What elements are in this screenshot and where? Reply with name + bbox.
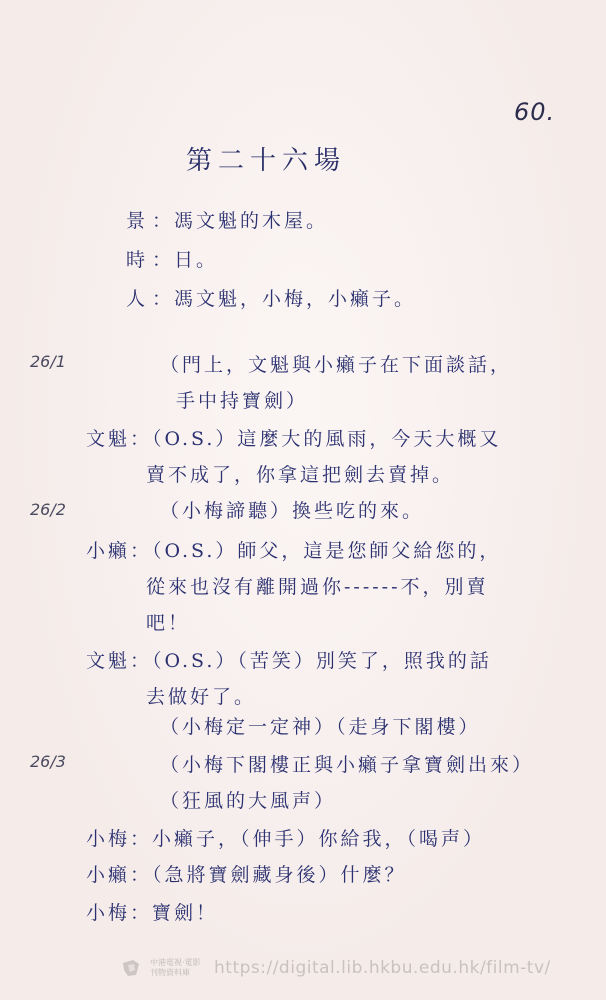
scene-title: 第二十六場 — [186, 146, 347, 176]
setting-scene-value: ：馮文魁的木屋。 — [152, 210, 329, 232]
shot-marker: 26/2 — [30, 500, 66, 519]
script-line: （小梅諦聽）換些吃的來。 — [160, 500, 425, 522]
script-line: 小癩：（O.S.）師父，這是您師父給您的， — [86, 540, 502, 562]
script-line: 小梅：寶劍！ — [86, 902, 219, 924]
script-line: 文魁：（O.S.）（苦笑）別笑了，照我的話 — [86, 650, 492, 672]
archive-url[interactable]: https://digital.lib.hkbu.edu.hk/film-tv/ — [214, 958, 551, 978]
setting-characters-label: 人 — [126, 288, 149, 310]
script-line: 文魁：（O.S.）這麼大的風雨，今天大概又 — [86, 428, 502, 450]
script-line: （狂風的大風声） — [160, 790, 337, 812]
script-line: 手中持寶劍） — [176, 390, 309, 412]
setting-characters — [126, 284, 416, 311]
script-line: （小梅下閣樓正與小癩子拿寶劍出來） — [160, 754, 535, 776]
setting-scene-label: 景 — [126, 210, 149, 232]
archive-logo-icon — [120, 957, 142, 979]
script-line: 小癩：（急將寶劍藏身後）什麼？ — [86, 864, 407, 886]
archive-org — [150, 958, 206, 978]
archive-org-line1: 中港電視·電影 — [150, 958, 201, 967]
setting-scene — [126, 206, 328, 233]
shot-marker: 26/1 — [30, 352, 66, 371]
setting-time-label: 時 — [126, 249, 149, 271]
script-line: 從來也沒有離開過你------不，別賣 — [146, 576, 489, 598]
setting-characters-value: ：馮文魁，小梅，小癩子。 — [152, 288, 417, 310]
script-line: 賣不成了，你拿這把劍去賣掉。 — [146, 464, 455, 486]
shot-marker: 26/3 — [30, 752, 66, 771]
archive-watermark — [120, 955, 551, 981]
script-line: 吧！ — [146, 612, 191, 634]
archive-org-line2: 刊物資料庫 — [150, 968, 190, 977]
page-number: 60. — [514, 98, 556, 126]
script-line: 去做好了。 — [146, 686, 257, 708]
script-line: （門上，文魁與小癩子在下面談話， — [160, 354, 513, 376]
setting-time — [126, 245, 218, 272]
script-line: 小梅：小癩子，（伸手）你給我，（喝声） — [86, 828, 486, 850]
setting-time-value: ：日。 — [152, 249, 219, 271]
script-line: （小梅定一定神）（走身下閣樓） — [160, 716, 481, 738]
